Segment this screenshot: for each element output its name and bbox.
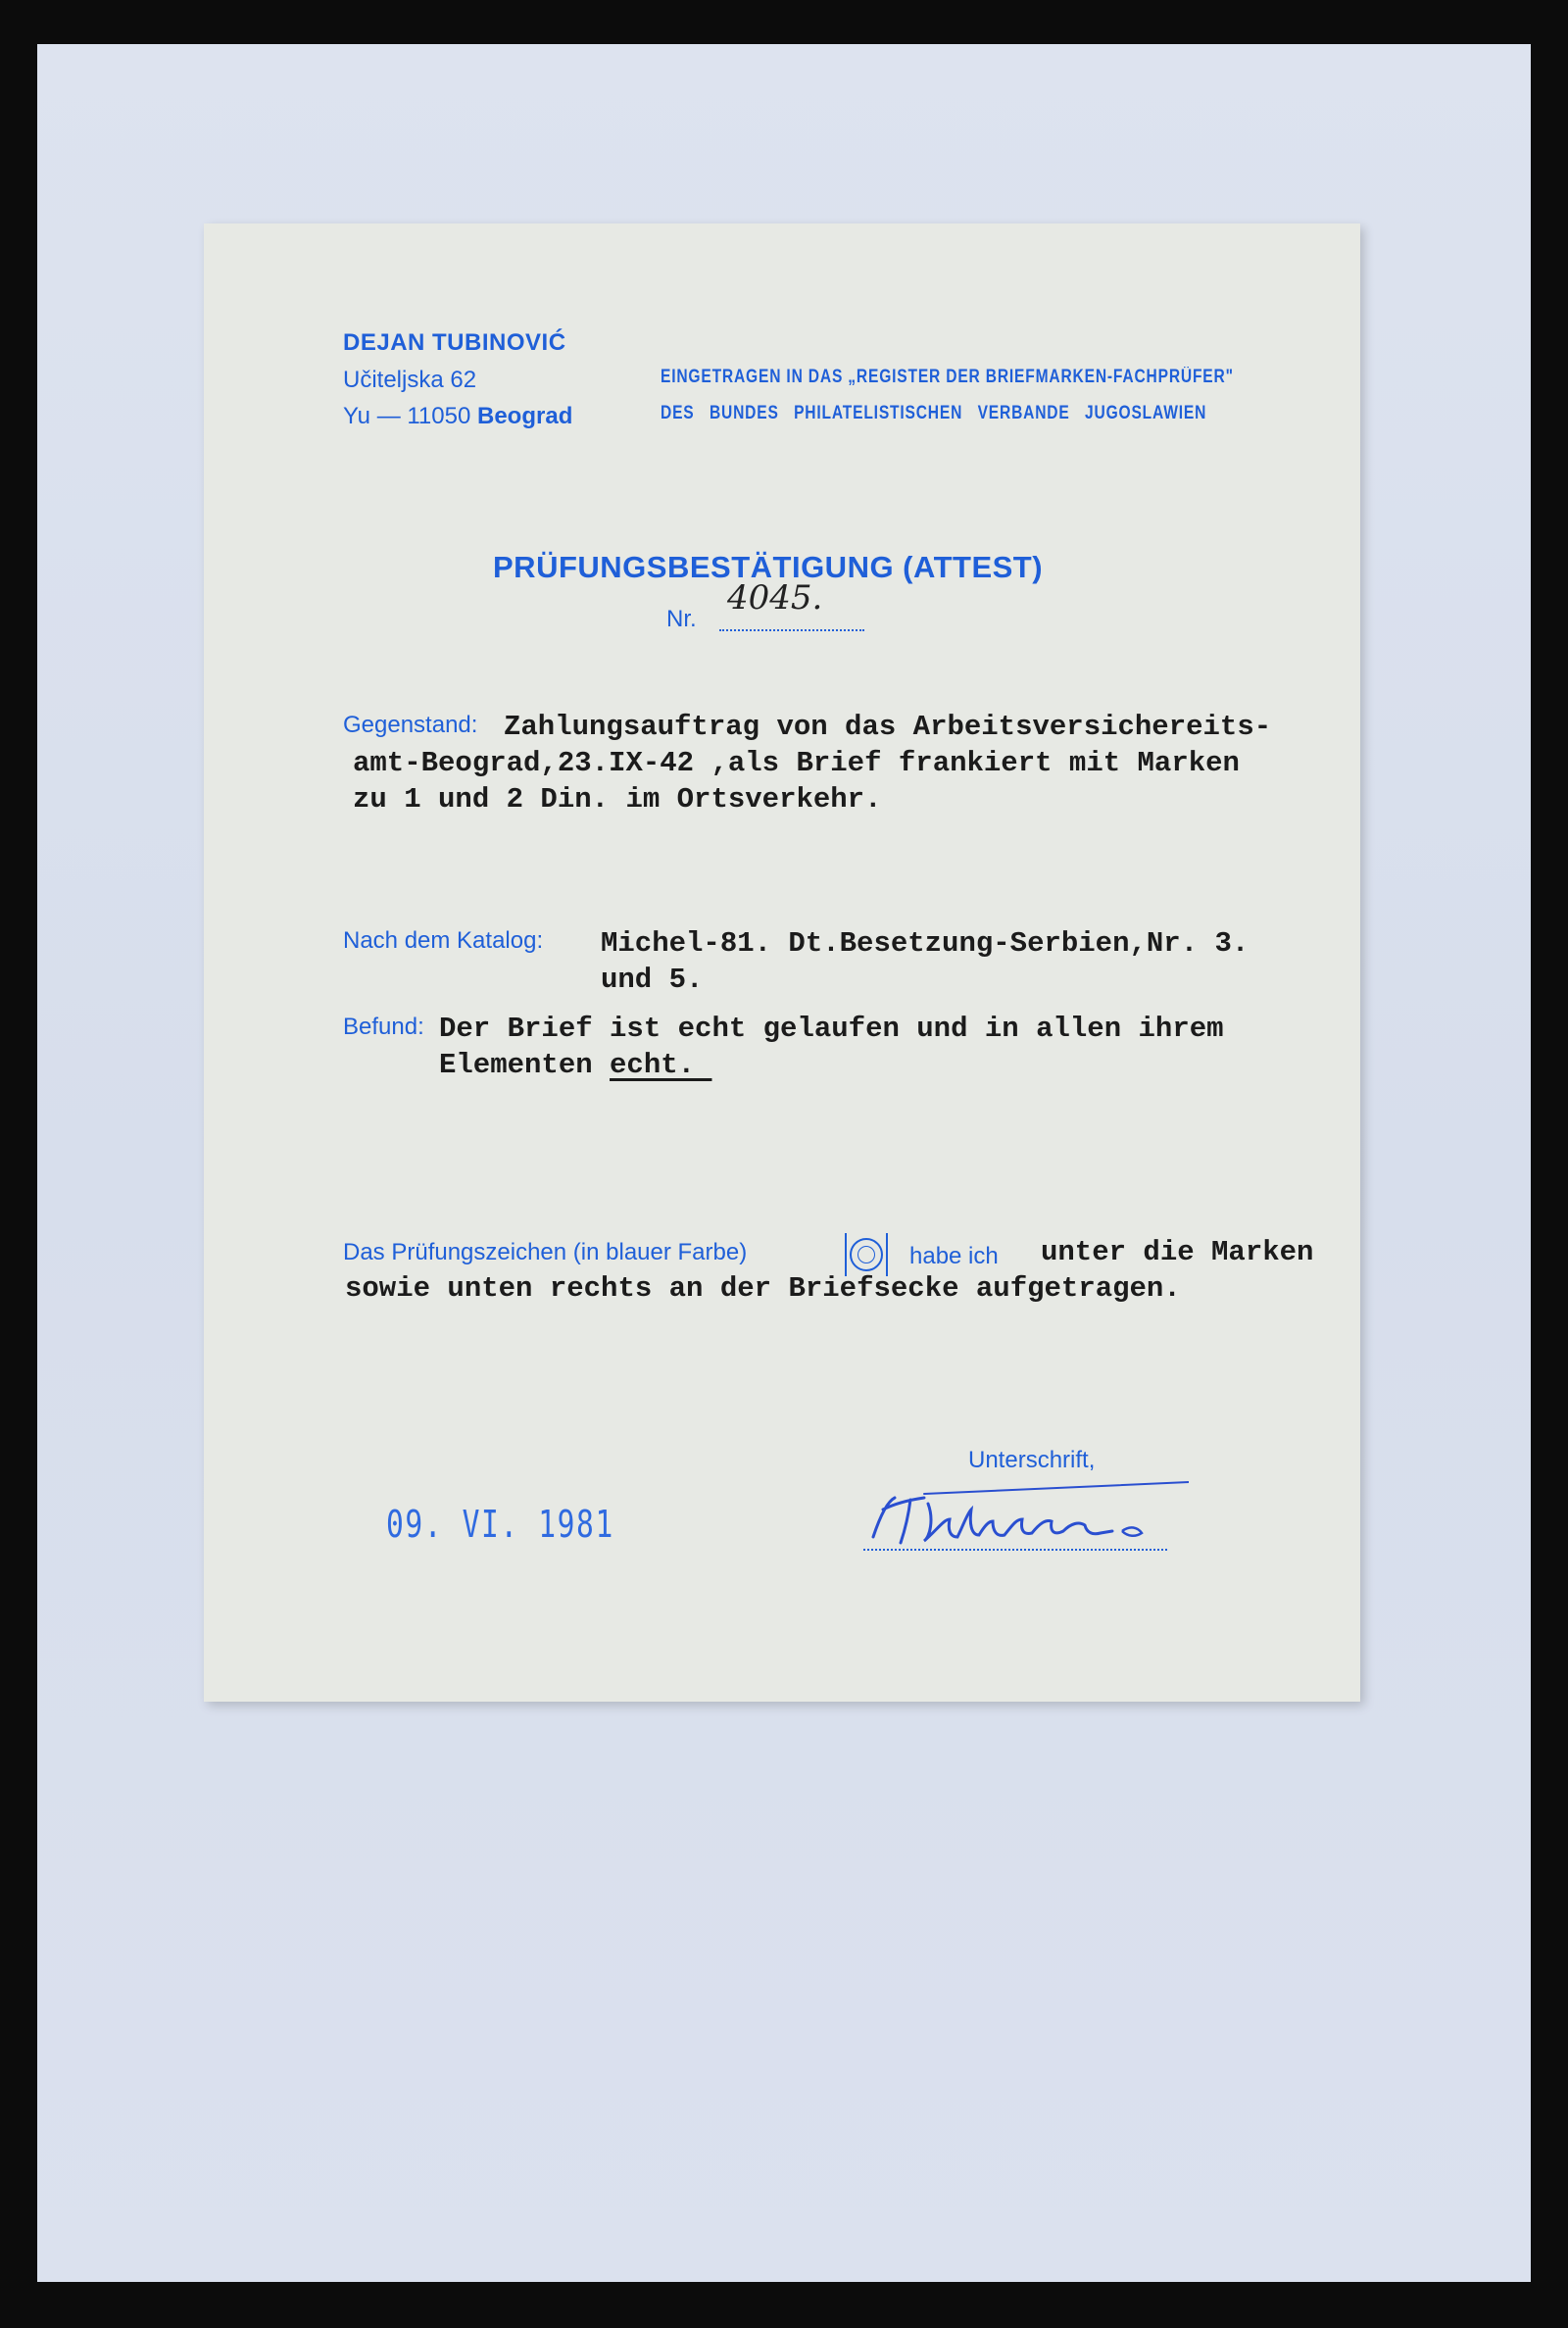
gegenstand-label: Gegenstand: xyxy=(343,712,478,738)
pruefzeichen-habe-ich: habe ich xyxy=(909,1243,999,1269)
expert-postcode: Yu — 11050 xyxy=(343,403,471,429)
register-line-2: DES BUNDES PHILATELISTISCHEN VERBANDE JUGOSLAWIEN xyxy=(661,403,1207,423)
signature-label: Unterschrift, xyxy=(968,1447,1096,1473)
befund-verdict: echt. xyxy=(610,1049,712,1081)
expert-city: Beograd xyxy=(477,403,573,429)
album-backing-page xyxy=(37,44,1531,2282)
gegenstand-line-2: amt-Beograd,23.IX-42 ,als Brief frankiert mit Marken xyxy=(353,747,1240,779)
befund-line-1: Der Brief ist echt gelaufen und in allen ihrem xyxy=(439,1013,1224,1045)
befund-line-2-text: Elementen xyxy=(439,1049,611,1081)
handwritten-signature xyxy=(865,1480,1189,1557)
katalog-line-2: und 5. xyxy=(601,964,704,996)
pruefzeichen-typed-1: unter die Marken xyxy=(1041,1236,1314,1268)
certificate-number-label: Nr. xyxy=(666,606,697,632)
pruefzeichen-typed-2: sowie unten rechts an der Briefsecke aufgetragen. xyxy=(345,1272,1181,1305)
expert-name: DEJAN TUBINOVIĆ xyxy=(343,329,566,356)
gegenstand-line-1: Zahlungsauftrag von das Arbeitsversichereits- xyxy=(504,711,1272,743)
katalog-label: Nach dem Katalog: xyxy=(343,927,544,954)
register-line-1: EINGETRAGEN IN DAS „REGISTER DER BRIEFMARKEN-FACHPRÜFER" xyxy=(661,367,1234,387)
expert-street: Učiteljska 62 xyxy=(343,367,477,393)
expert-city-line xyxy=(343,403,572,430)
gegenstand-line-3: zu 1 und 2 Din. im Ortsverkehr. xyxy=(353,783,882,816)
certificate-title: PRÜFUNGSBESTÄTIGUNG (ATTEST) xyxy=(493,550,1044,584)
katalog-line-1: Michel-81. Dt.Besetzung-Serbien,Nr. 3. xyxy=(601,927,1250,960)
certificate-sheet xyxy=(204,223,1360,1702)
befund-label: Befund: xyxy=(343,1014,424,1040)
certificate-number: 4045. xyxy=(727,578,823,618)
date-stamp: 09. VI. 1981 xyxy=(386,1503,614,1546)
pruefzeichen-text: Das Prüfungszeichen (in blauer Farbe) xyxy=(343,1239,748,1265)
befund-line-2 xyxy=(439,1047,711,1083)
